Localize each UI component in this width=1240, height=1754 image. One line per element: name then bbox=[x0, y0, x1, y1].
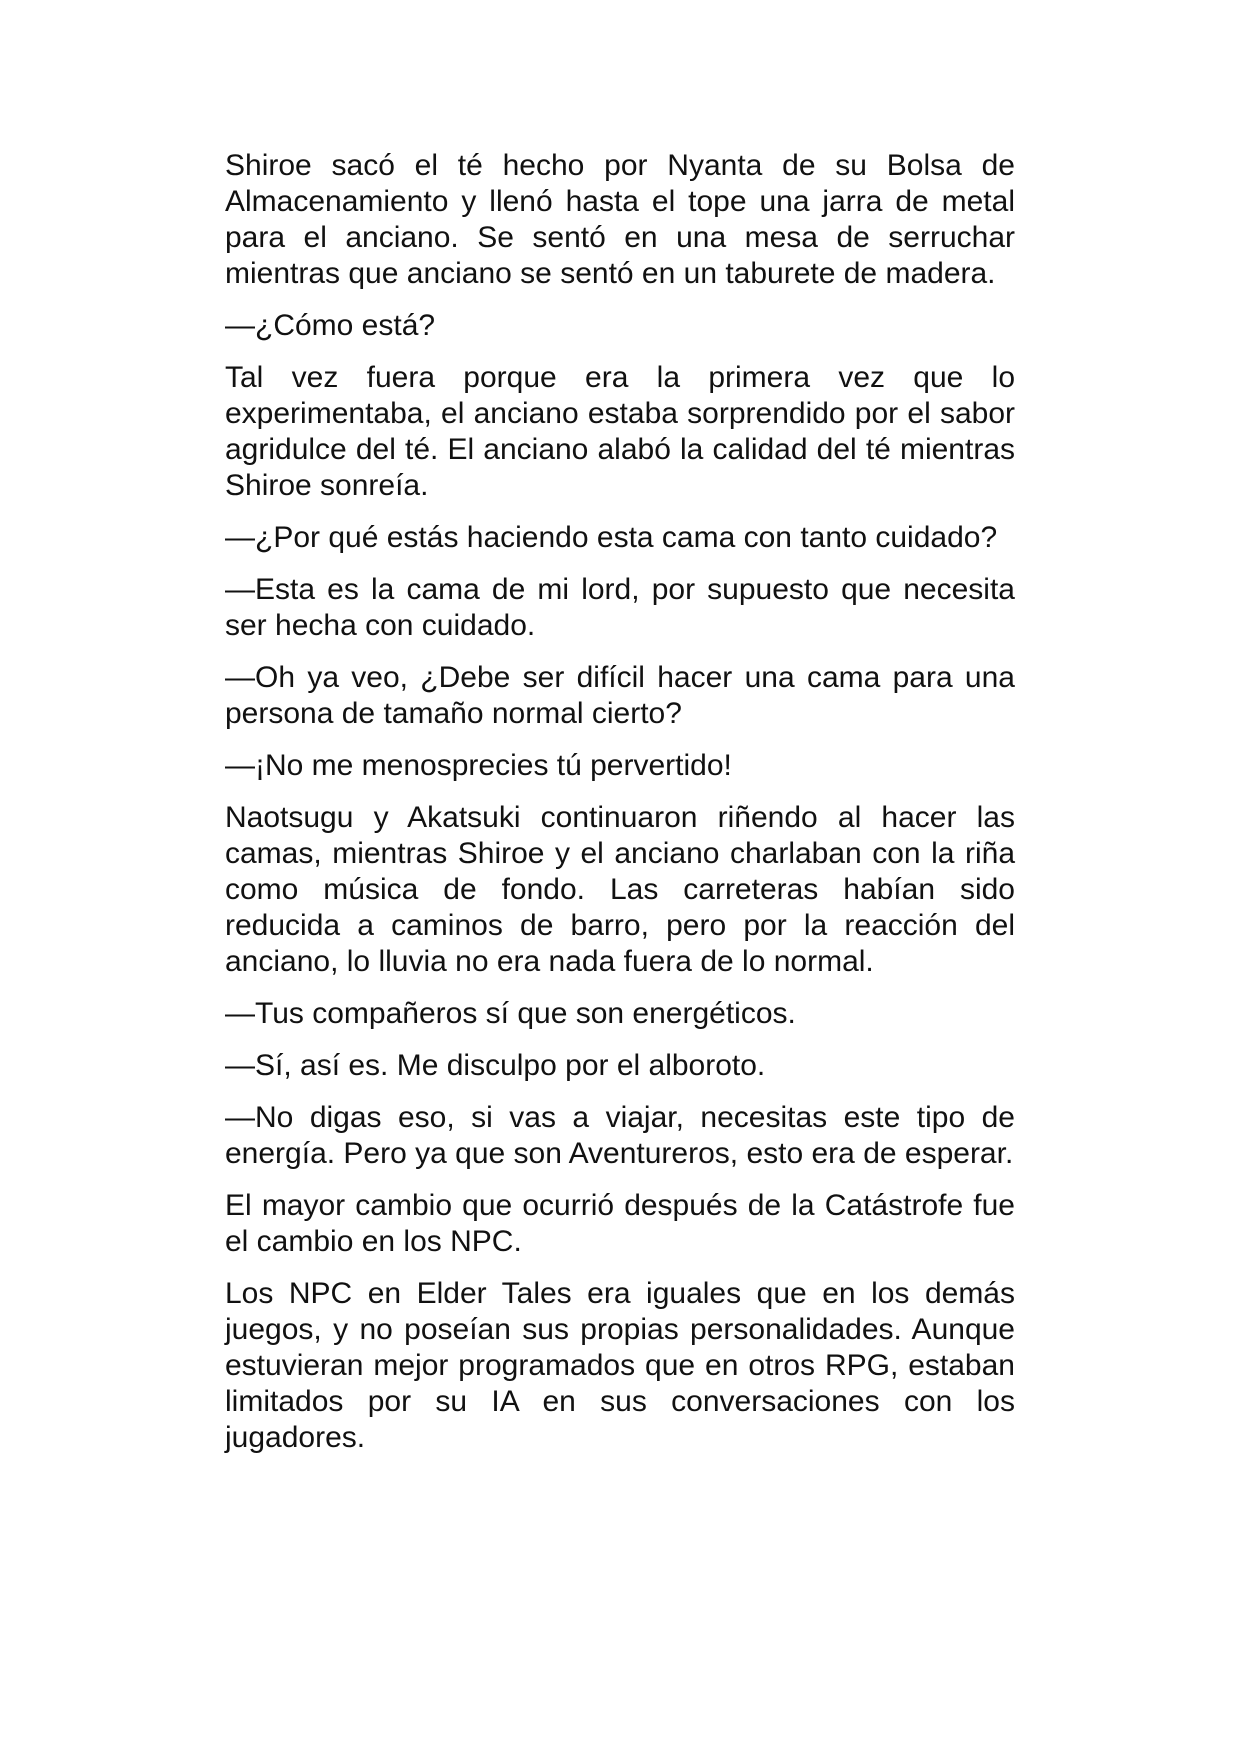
paragraph-9: —Tus compañeros sí que son energéticos. bbox=[225, 997, 796, 1030]
paragraph-4: —¿Por qué estás haciendo esta cama con tanto cuidado? bbox=[225, 521, 998, 554]
paragraph-3: Tal vez fuera porque era la primera vez que lo experimentaba, el anciano estaba sorprendido por el sabor agridulce del té. El anciano alabó la calidad del té mientras Shiroe sonreía. bbox=[225, 361, 1015, 502]
body-text bbox=[225, 148, 1015, 1472]
paragraph-1: Shiroe sacó el té hecho por Nyanta de su Bolsa de Almacenamiento y llenó hasta el tope una jarra de metal para el anciano. Se sentó en una mesa de serruchar mientras que anciano se sentó en un taburete de madera. bbox=[225, 149, 1015, 290]
paragraph-13: Los NPC en Elder Tales era iguales que en los demás juegos, y no poseían sus propias personalidades. Aunque estuvieran mejor programados que en otros RPG, estaban limitados por su IA en sus conversaciones con los jugadores. bbox=[225, 1277, 1015, 1454]
paragraph-12: El mayor cambio que ocurrió después de la Catástrofe fue el cambio en los NPC. bbox=[225, 1189, 1015, 1258]
paragraph-7: —¡No me menosprecies tú pervertido! bbox=[225, 749, 732, 782]
paragraph-10: —Sí, así es. Me disculpo por el alboroto. bbox=[225, 1049, 766, 1082]
paragraph-2: —¿Cómo está? bbox=[225, 309, 436, 342]
paragraph-6: —Oh ya veo, ¿Debe ser difícil hacer una cama para una persona de tamaño normal cierto? bbox=[225, 661, 1015, 730]
paragraph-11: —No digas eso, si vas a viajar, necesitas este tipo de energía. Pero ya que son Aventureros, esto era de esperar. bbox=[225, 1101, 1015, 1170]
paragraph-5: —Esta es la cama de mi lord, por supuesto que necesita ser hecha con cuidado. bbox=[225, 573, 1015, 642]
paragraph-8: Naotsugu y Akatsuki continuaron riñendo al hacer las camas, mientras Shiroe y el anciano charlaban con la riña como música de fondo. Las carreteras habían sido reducida a caminos de barro, pero por la reacción del anciano, lo lluvia no era nada fuera de lo normal. bbox=[225, 801, 1015, 978]
